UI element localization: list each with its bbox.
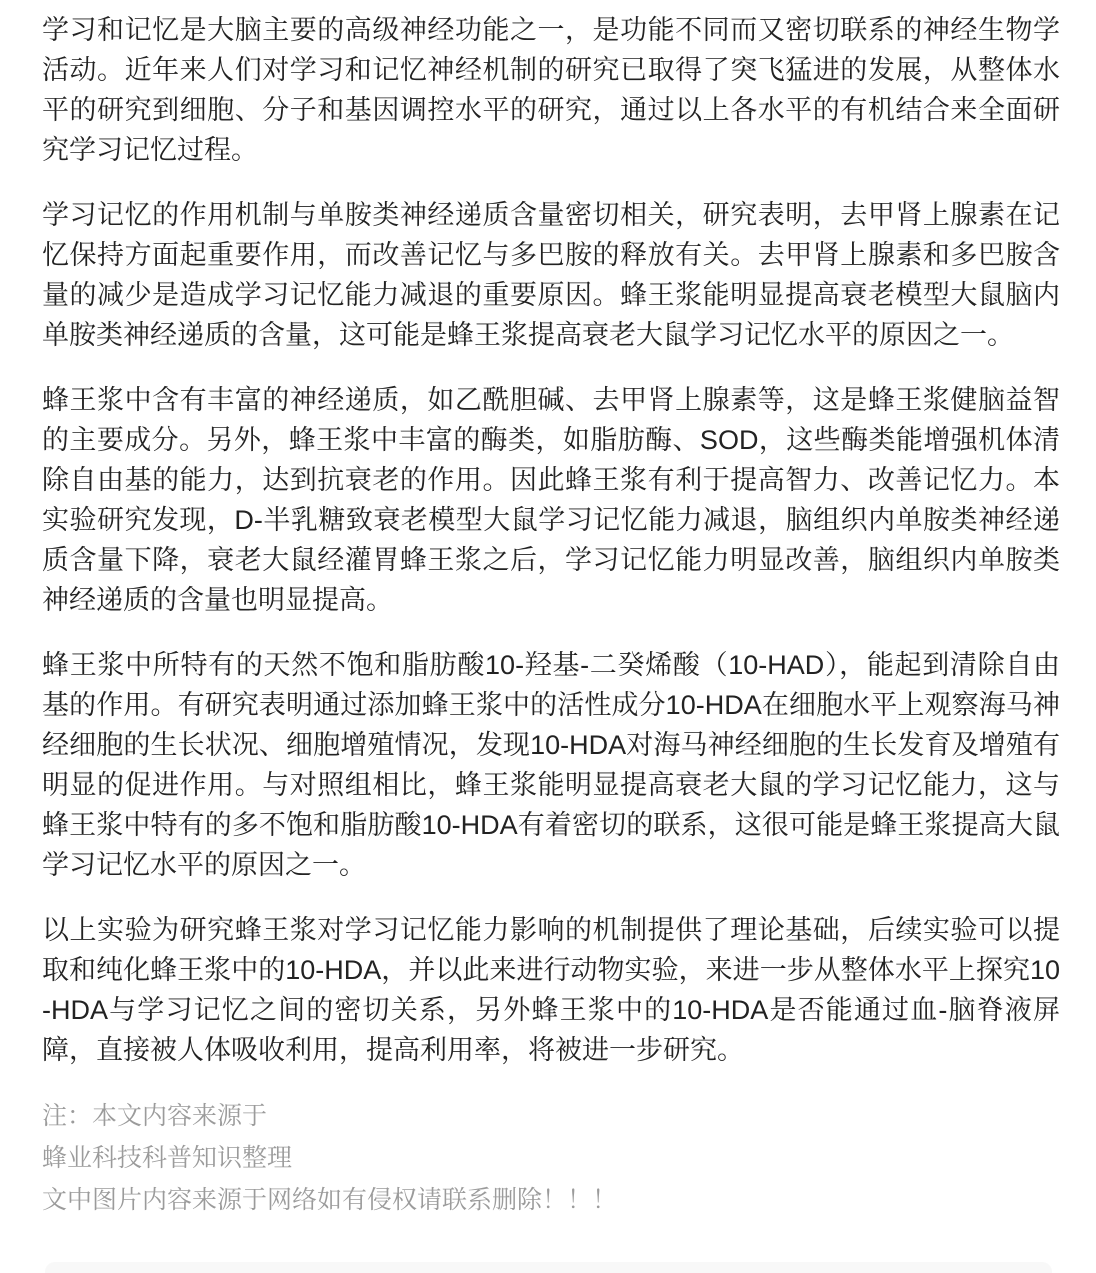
article-paragraph: 学习和记忆是大脑主要的高级神经功能之一，是功能不同而又密切联系的神经生物学活动。近年来人们对学习和记忆神经机制的研究已取得了突飞猛进的发展，从整体水平的研究到细胞、分子和基因调控水平的研究，通过以上各水平的有机结合来全面研究学习记忆过程。: [42, 15, 1060, 165]
article-paragraph: 蜂王浆中含有丰富的神经递质，如乙酰胆碱、去甲肾上腺素等，这是蜂王浆健脑益智的主要成分。另外，蜂王浆中丰富的酶类，如脂肪酶、SOD，这些酶类能增强机体清除自由基的能力，达到抗衰老的作用。因此蜂王浆有利于提高智力、改善记忆力。本实验研究发现，D-半乳糖致衰老模型大鼠学习记忆能力减退，脑组织内单胺类神经递质含量下降，衰老大鼠经灌胃蜂王浆之后，学习记忆能力明显改善，脑组织内单胺类神经递质的含量也明显提高。: [42, 385, 1060, 615]
note-line-source-name: 蜂业科技科普知识整理: [42, 1144, 293, 1172]
article-paragraph: 以上实验为研究蜂王浆对学习记忆能力影响的机制提供了理论基础，后续实验可以提取和纯化蜂王浆中的10-HDA，并以此来进行动物实验，来进一步从整体水平上探究10-HDA与学习记忆之间的密切关系，另外蜂王浆中的10-HDA是否能通过血-脑脊液屏障，直接被人体吸收利用，提高利用率，将被进一步研究。: [42, 915, 1060, 1065]
article-paragraph: 学习记忆的作用机制与单胺类神经递质含量密切相关，研究表明，去甲肾上腺素在记忆保持方面起重要作用，而改善记忆与多巴胺的释放有关。去甲肾上腺素和多巴胺含量的减少是造成学习记忆能力减退的重要原因。蜂王浆能明显提高衰老模型大鼠脑内单胺类神经递质的含量，这可能是蜂王浆提高衰老大鼠学习记忆水平的原因之一。: [42, 200, 1060, 350]
note-line-source-prefix: 注：本文内容来源于: [42, 1102, 268, 1130]
next-card-top-edge: [45, 1262, 1052, 1273]
article-paragraph: 蜂王浆中所特有的天然不饱和脂肪酸10-羟基-二癸烯酸（10-HAD），能起到清除自由基的作用。有研究表明通过添加蜂王浆中的活性成分10-HDA在细胞水平上观察海马神经细胞的生长状况、细胞增殖情况，发现10-HDA对海马神经细胞的生长发育及增殖有明显的促进作用。与对照组相比，蜂王浆能明显提高衰老大鼠的学习记忆能力，这与蜂王浆中特有的多不饱和脂肪酸10-HDA有着密切的联系，这很可能是蜂王浆提高大鼠学习记忆水平的原因之一。: [42, 650, 1060, 880]
note-line-disclaimer: 文中图片内容来源于网络如有侵权请联系删除！！！: [42, 1186, 618, 1214]
article-body: [42, 0, 1060, 1221]
source-note: [42, 1095, 1060, 1221]
